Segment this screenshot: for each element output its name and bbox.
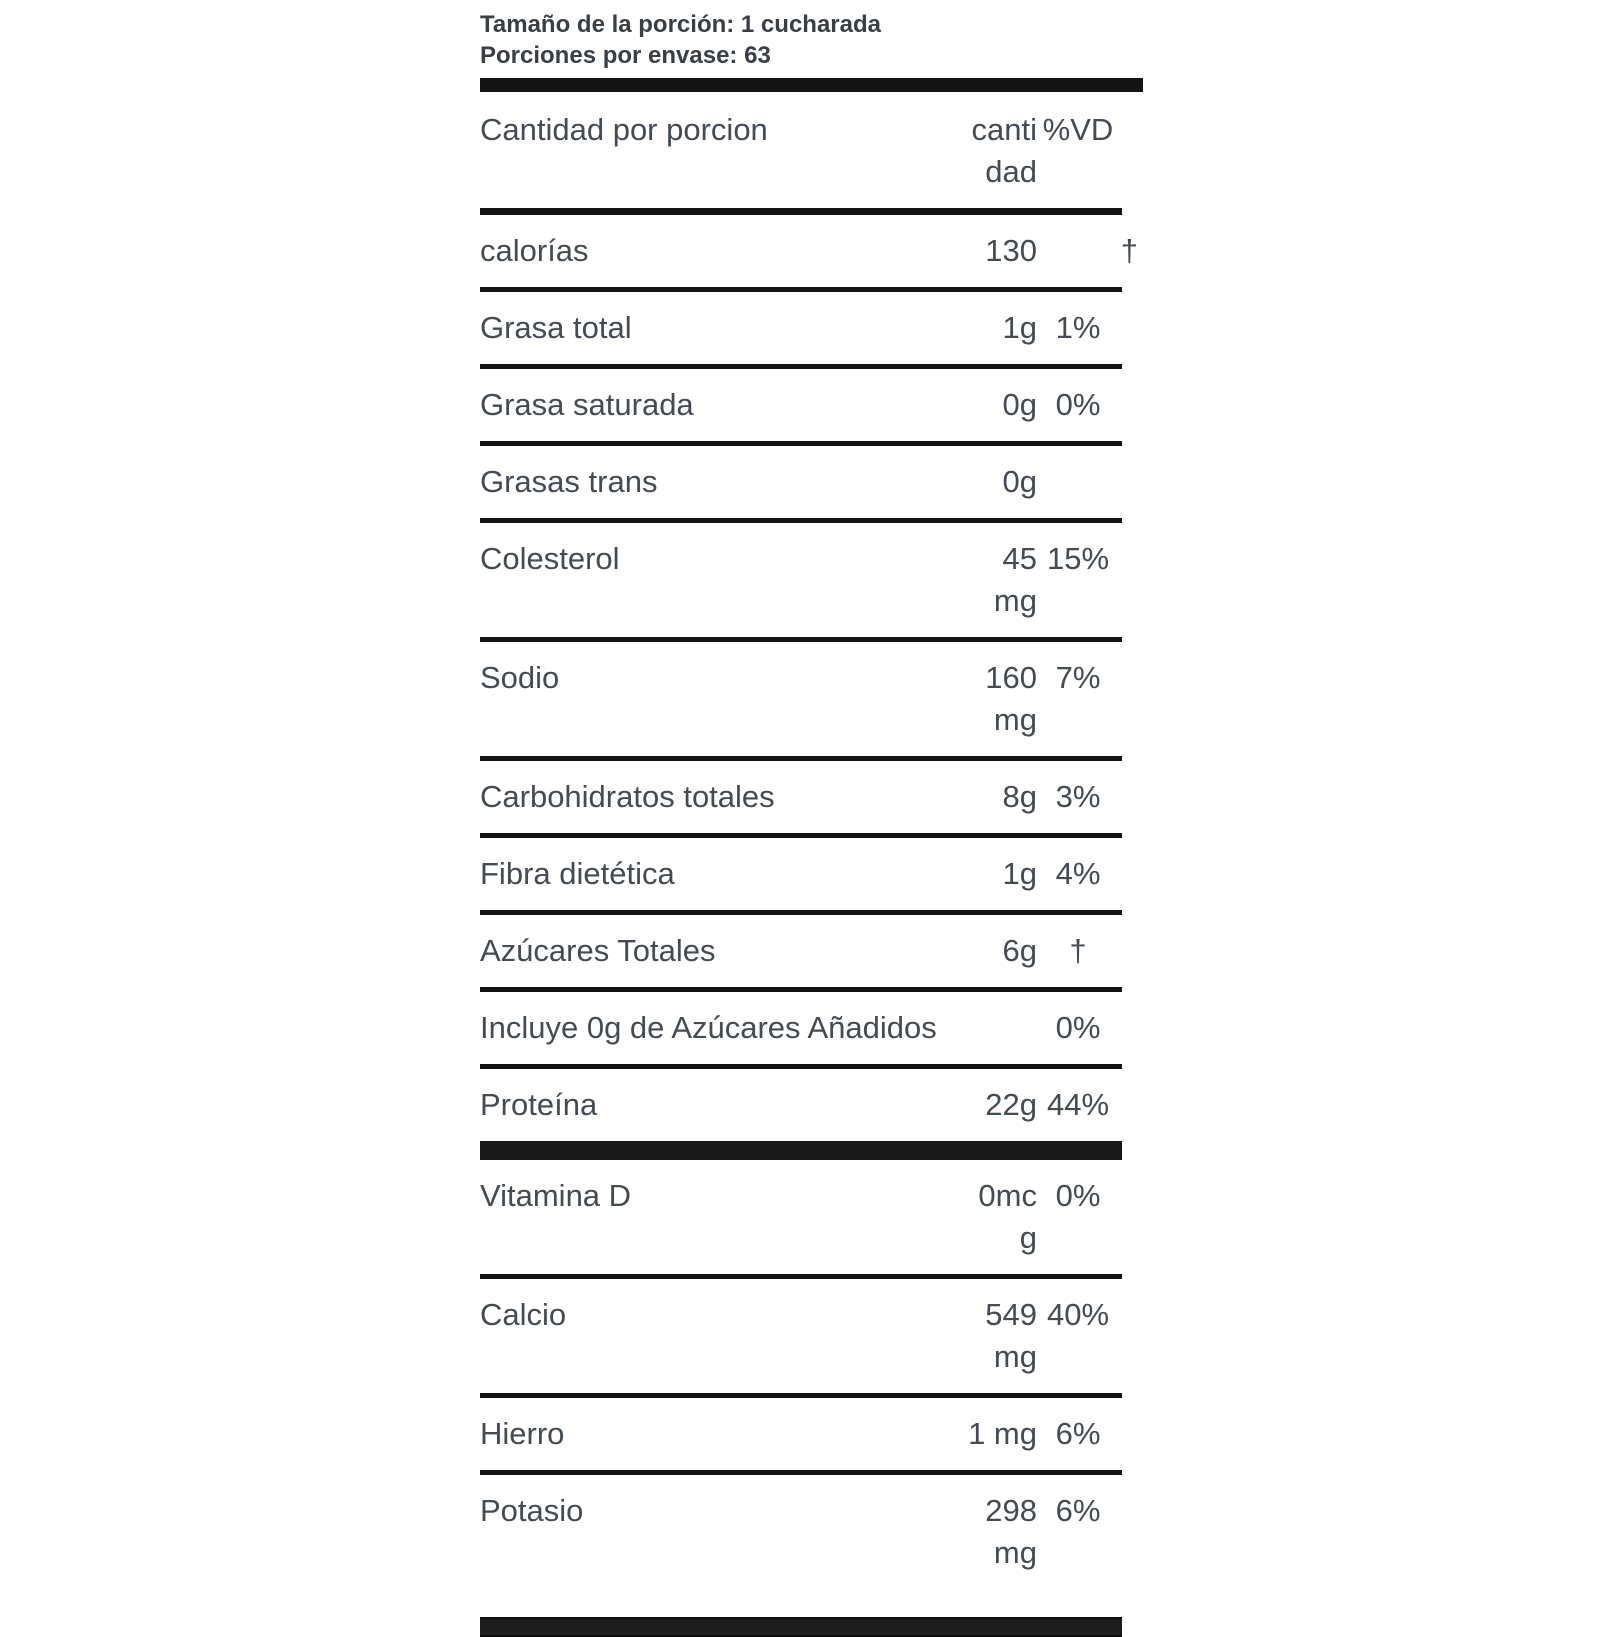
nutrient-name: Incluye 0g de Azúcares Añadidos	[480, 1010, 937, 1045]
nutrient-dv dagger-icon: †	[1069, 933, 1087, 968]
mid-section-bar	[480, 1141, 1122, 1160]
nutrient-name: Proteína	[480, 1087, 598, 1122]
nutrient-amount: 22g	[985, 1087, 1037, 1122]
nutrient-name: Carbohidratos totales	[480, 779, 775, 814]
nutrient-row-fibra	[480, 838, 1122, 915]
bottom-section-bar	[480, 1617, 1122, 1637]
nutrient-name: Azúcares Totales	[480, 933, 716, 968]
nutrient-row-grasas-trans	[480, 446, 1122, 523]
nutrient-dv: 0%	[1055, 1178, 1101, 1213]
nutrient-dv: 7%	[1055, 660, 1101, 695]
nutrient-name: Hierro	[480, 1416, 565, 1451]
nutrient-dv: 0%	[1055, 1010, 1101, 1045]
nutrient-amount: 549 mg	[985, 1297, 1037, 1374]
nutrient-name: Grasas trans	[480, 464, 658, 499]
nutrient-amount: 8g	[1002, 779, 1037, 814]
nutrient-row-colesterol	[480, 523, 1122, 642]
top-section-bar	[480, 78, 1143, 92]
serving-info	[480, 9, 1143, 71]
header-amount-per-serving: Cantidad por porcion	[480, 112, 768, 147]
servings-per-container-line: Porciones por envase: 63	[480, 42, 771, 69]
nutrient-dv: 4%	[1055, 856, 1101, 891]
nutrient-amount: 1 mg	[968, 1416, 1037, 1451]
nutrition-label	[480, 9, 1143, 1637]
nutrient-row-azucares-anadidos	[480, 992, 1122, 1069]
nutrient-dv dagger-icon: †	[1120, 233, 1138, 268]
nutrient-dv: 44%	[1046, 1087, 1110, 1122]
nutrient-amount: 160 mg	[985, 660, 1037, 737]
nutrient-dv: 6%	[1055, 1416, 1101, 1451]
nutrient-row-potasio	[480, 1475, 1122, 1589]
nutrient-amount: 45 mg	[993, 541, 1037, 618]
nutrition-table	[480, 92, 1138, 1637]
nutrient-name: Grasa saturada	[480, 387, 694, 422]
header-daily-value-column: %VD	[1042, 112, 1114, 147]
nutrient-row-calcio	[480, 1279, 1122, 1398]
nutrient-dv: 15%	[1046, 541, 1110, 576]
nutrient-dv: 6%	[1055, 1493, 1101, 1528]
nutrient-name: Grasa total	[480, 310, 632, 345]
nutrient-amount: 1g	[1002, 856, 1037, 891]
serving-size-line: Tamaño de la porción: 1 cucharada	[480, 11, 881, 38]
nutrient-amount: 0mcg	[978, 1178, 1037, 1255]
nutrient-row-calorias	[480, 215, 1138, 292]
nutrient-amount: 130	[985, 233, 1037, 268]
nutrient-name: Calcio	[480, 1297, 567, 1332]
table-header-row	[480, 92, 1122, 215]
nutrient-dv: 40%	[1046, 1297, 1110, 1332]
nutrient-dv: 3%	[1055, 779, 1101, 814]
nutrient-row-proteina	[480, 1069, 1122, 1141]
nutrient-amount: 6g	[1002, 933, 1037, 968]
nutrient-row-sodio	[480, 642, 1122, 761]
nutrient-dv: 0%	[1055, 387, 1101, 422]
nutrient-name: Potasio	[480, 1493, 584, 1528]
nutrient-name: Vitamina D	[480, 1178, 632, 1213]
nutrient-dv: 1%	[1055, 310, 1101, 345]
nutrient-row-azucares-totales	[480, 915, 1122, 992]
nutrient-amount: 298 mg	[985, 1493, 1037, 1570]
nutrient-name: Fibra dietética	[480, 856, 675, 891]
nutrient-name: Sodio	[480, 660, 560, 695]
nutrient-name: calorías	[480, 233, 589, 268]
nutrient-amount: 1g	[1002, 310, 1037, 345]
nutrient-row-grasa-saturada	[480, 369, 1122, 446]
nutrient-row-grasa-total	[480, 292, 1122, 369]
header-amount-column: cantidad	[971, 112, 1037, 189]
nutrient-row-vitamina-d	[480, 1160, 1122, 1279]
nutrient-amount: 0g	[1002, 387, 1037, 422]
nutrient-row-carbohidratos	[480, 761, 1122, 838]
nutrient-amount: 0g	[1002, 464, 1037, 499]
nutrient-name: Colesterol	[480, 541, 620, 576]
nutrient-row-hierro	[480, 1398, 1122, 1475]
